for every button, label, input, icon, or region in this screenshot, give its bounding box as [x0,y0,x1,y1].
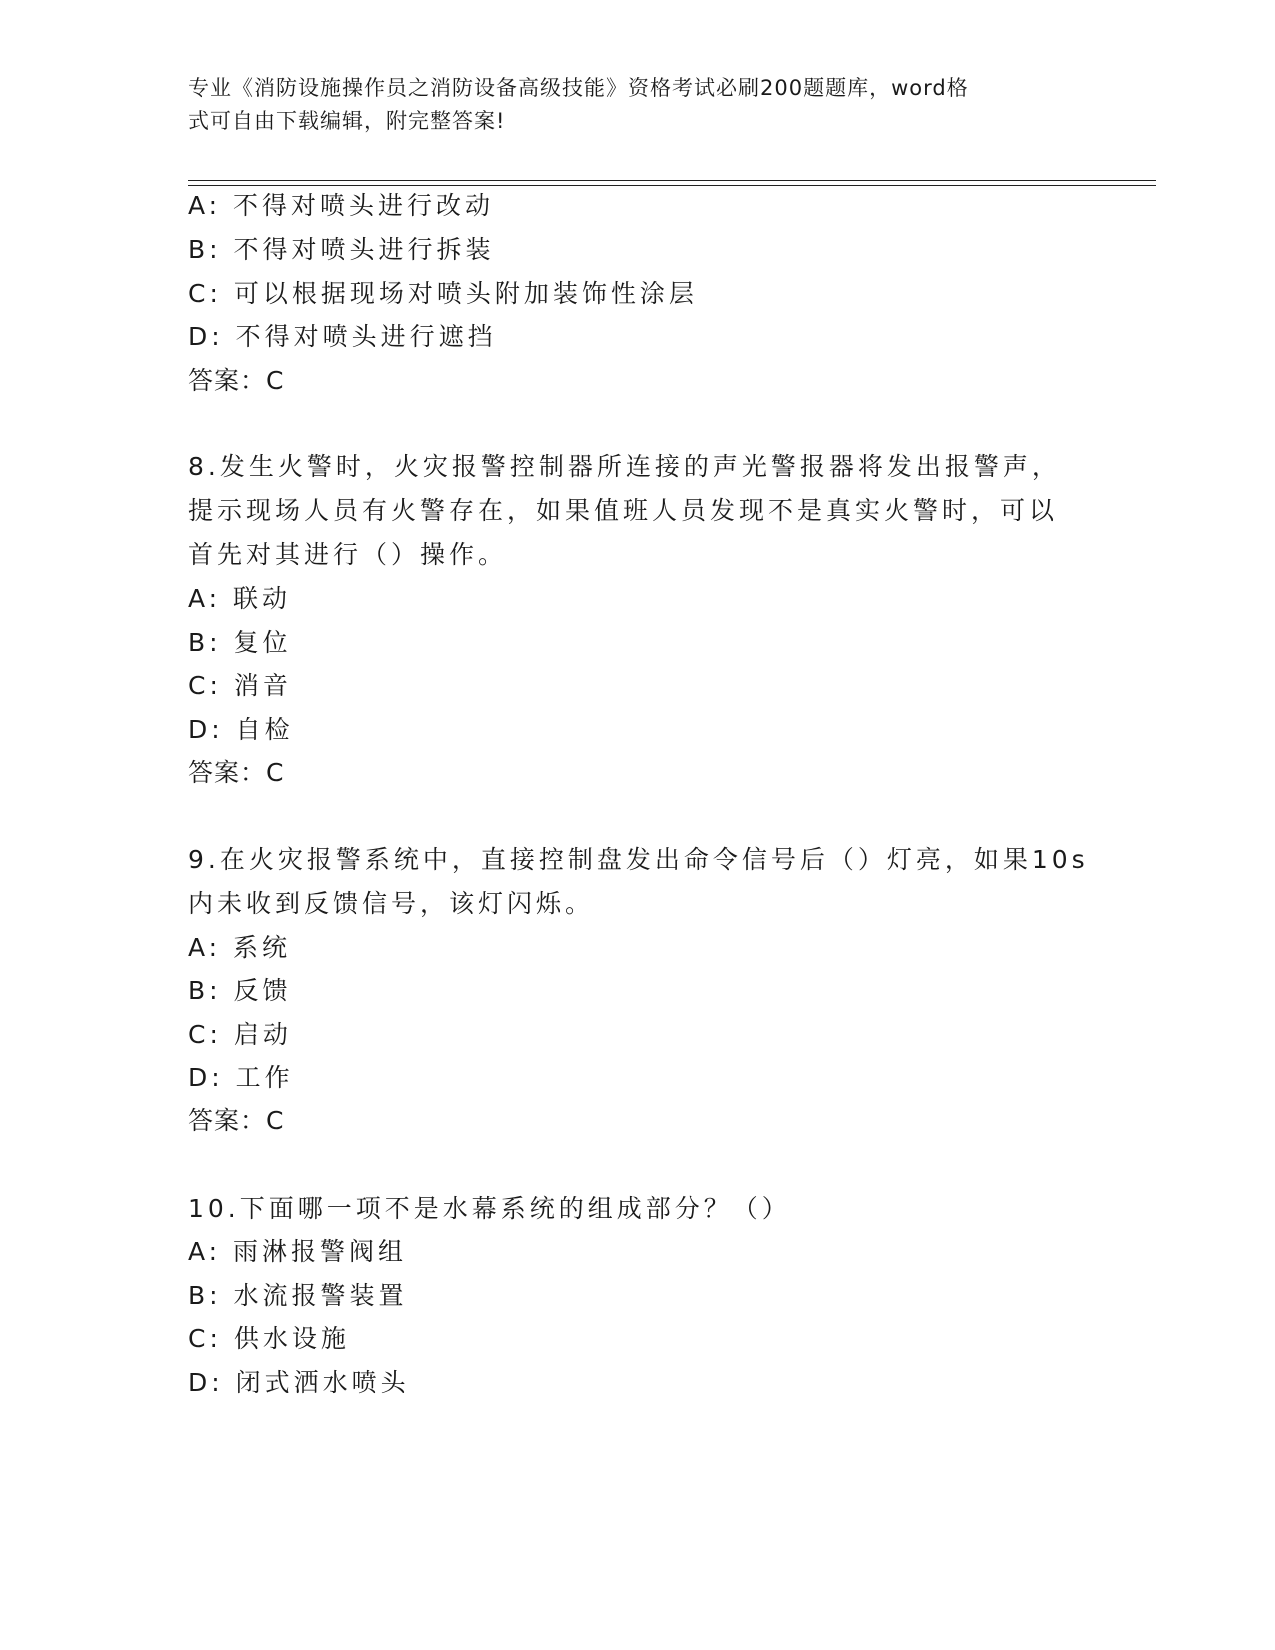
question-stem-line: 内未收到反馈信号，该灯闪烁。 [188,889,595,918]
option-d: D: 闭式洒水喷头 [188,1368,410,1397]
option-b: B: 反馈 [188,976,292,1005]
option-a: A: 联动 [188,584,292,613]
option-b: B: 复位 [188,628,292,657]
option-b: B: 不得对喷头进行拆装 [188,235,495,264]
option-d: D: 不得对喷头进行遮挡 [188,322,497,351]
option-c: C: 消音 [188,671,292,700]
answer-label: 答案：C [188,758,285,787]
question-stem-line: 9.在火灾报警系统中，直接控制盘发出命令信号后（）灯亮，如果10s [188,845,1089,874]
header-line-1: 专业《消防设施操作员之消防设备高级技能》资格考试必刷200题题库，word格 [188,76,969,100]
question-stem-line: 提示现场人员有火警存在，如果值班人员发现不是真实火警时，可以 [188,496,1059,525]
answer-label: 答案：C [188,1106,285,1135]
option-c: C: 可以根据现场对喷头附加装饰性涂层 [188,279,698,308]
header-divider-top [188,180,1156,181]
question-stem-line: 10.下面哪一项不是水幕系统的组成部分？（） [188,1194,791,1223]
option-d: D: 自检 [188,715,294,744]
header-line-2: 式可自由下载编辑，附完整答案! [188,109,506,133]
answer-label: 答案：C [188,366,285,395]
option-a: A: 不得对喷头进行改动 [188,191,495,220]
option-c: C: 供水设施 [188,1324,350,1353]
option-d: D: 工作 [188,1063,294,1092]
option-c: C: 启动 [188,1020,292,1049]
option-a: A: 系统 [188,933,292,962]
question-stem-line: 首先对其进行（）操作。 [188,540,508,569]
question-stem-line: 8.发生火警时，火灾报警控制器所连接的声光警报器将发出报警声， [188,452,1061,481]
document-header [188,72,1068,138]
option-a: A: 雨淋报警阀组 [188,1237,408,1266]
option-b: B: 水流报警装置 [188,1281,408,1310]
